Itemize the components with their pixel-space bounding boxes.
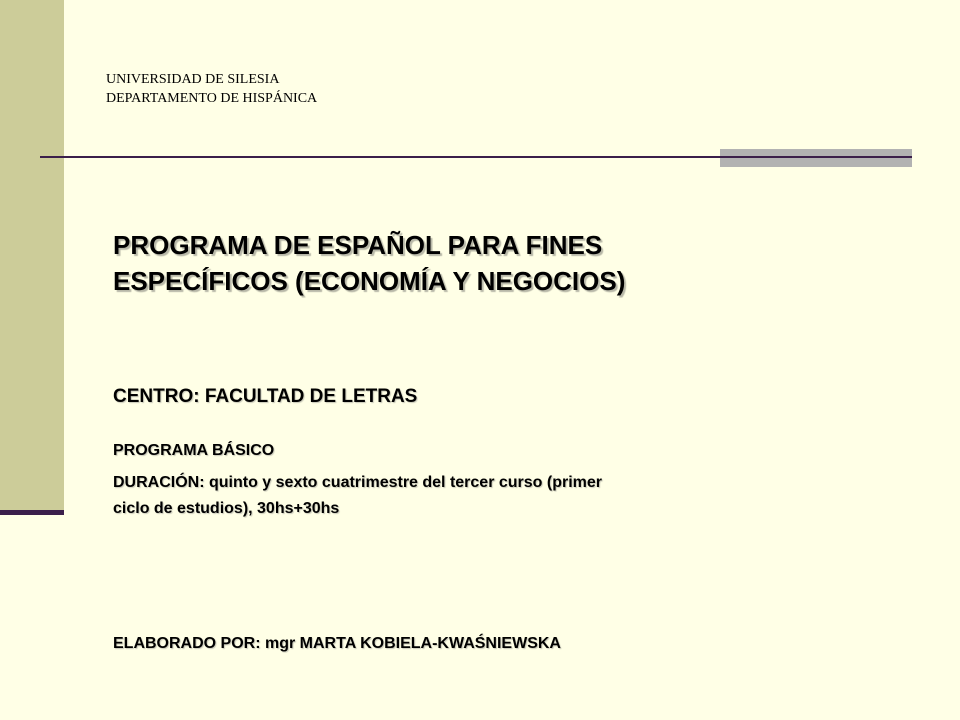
programa-basico-text: PROGRAMA BÁSICO (113, 442, 275, 459)
duracion-line-2: ciclo de estudios), 30hs+30hs (113, 500, 340, 517)
title-line-2: ESPECÍFICOS (ECONOMÍA Y NEGOCIOS) (113, 266, 626, 296)
department-name: DEPARTAMENTO DE HISPÁNICA (106, 91, 318, 106)
duracion-text (113, 470, 793, 522)
centro-text: CENTRO: FACULTAD DE LETRAS (113, 386, 418, 407)
institution-header (106, 70, 317, 108)
elaborado-por-text: ELABORADO POR: mgr MARTA KOBIELA-KWAŚNIEWSKA (113, 635, 561, 652)
left-bar-accent-line (0, 510, 64, 515)
university-name: UNIVERSIDAD DE SILESIA (106, 72, 280, 87)
header-divider-overlay (720, 156, 912, 158)
left-decorative-bar (0, 0, 64, 512)
slide-title (113, 227, 833, 299)
duracion-line-1: DURACIÓN: quinto y sexto cuatrimestre del tercer curso (primer (113, 474, 603, 491)
title-line-1: PROGRAMA DE ESPAÑOL PARA FINES (113, 230, 603, 260)
header-divider-gray-block (720, 149, 912, 167)
